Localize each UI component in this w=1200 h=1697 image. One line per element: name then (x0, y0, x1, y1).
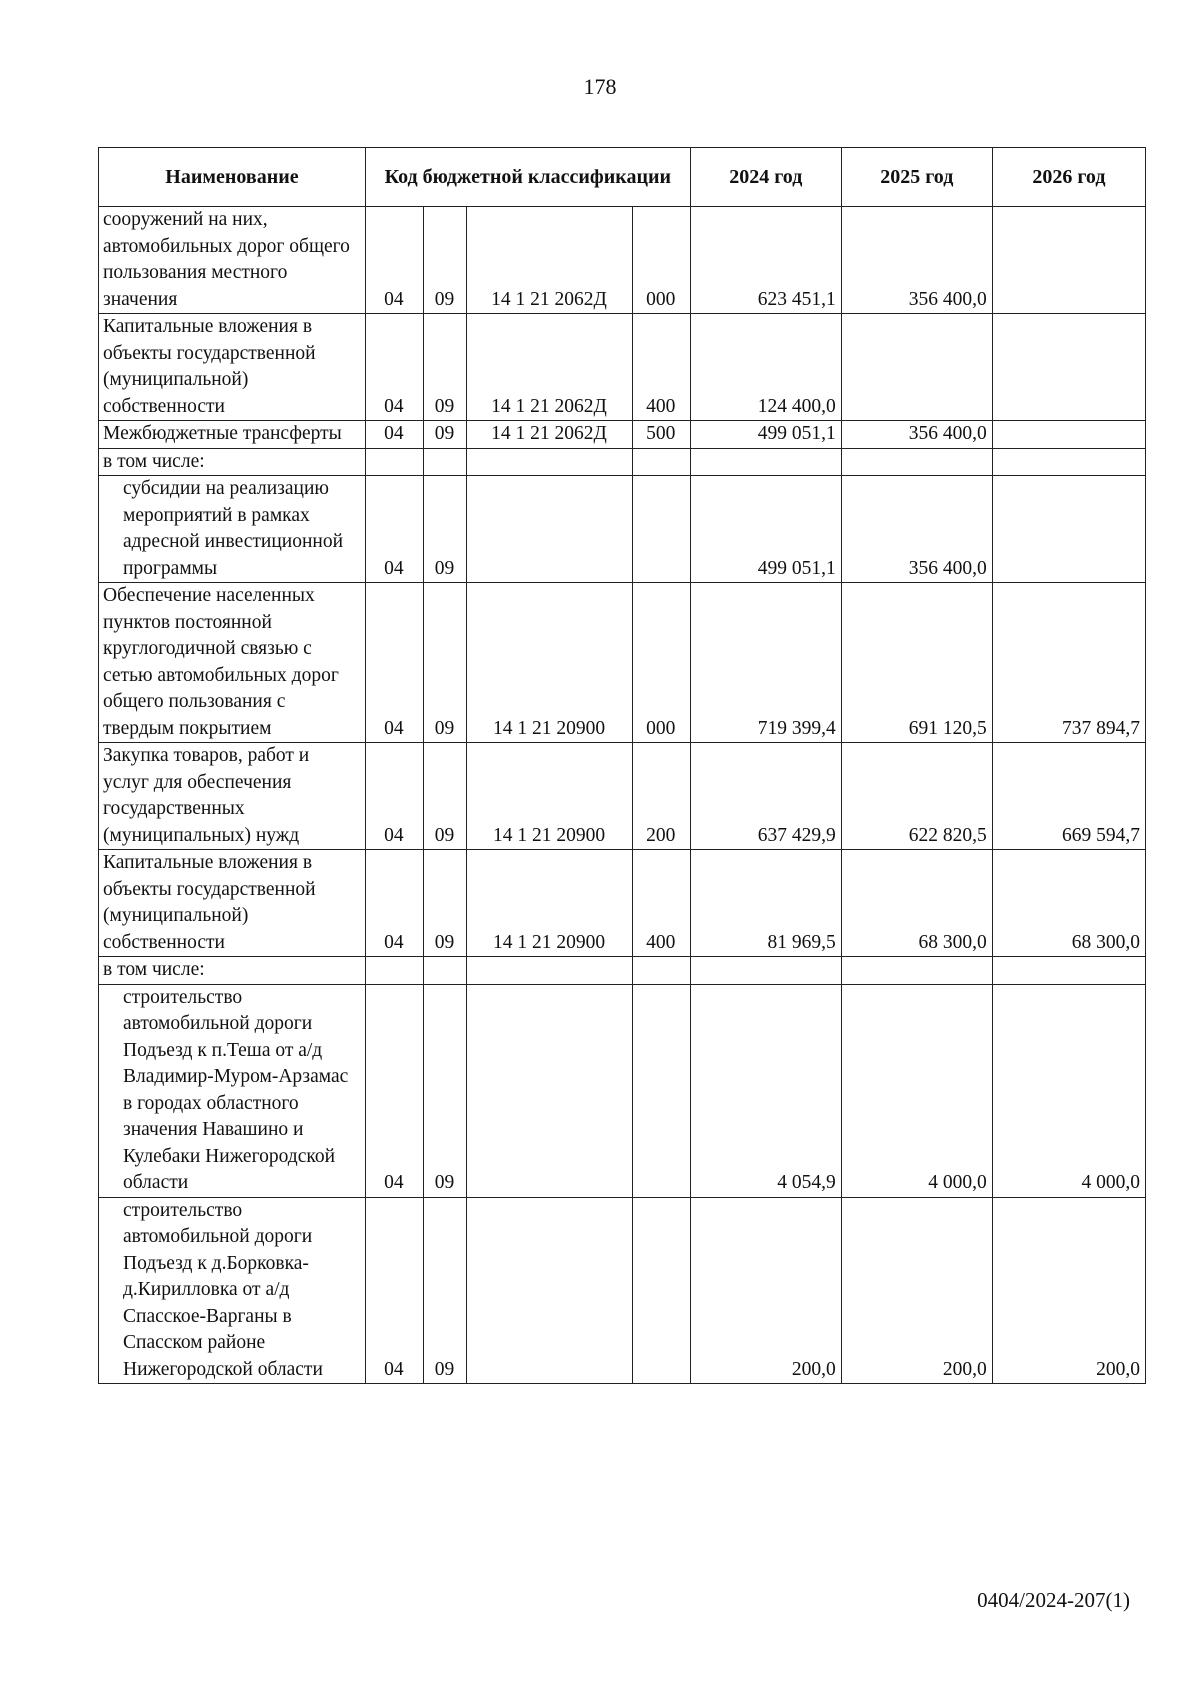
section-code: 04 (365, 207, 423, 314)
target-code (467, 957, 633, 985)
subsection-code: 09 (423, 850, 466, 957)
expense-code: 400 (632, 314, 690, 421)
subsection-code: 09 (423, 984, 466, 1197)
subsection-code: 09 (423, 207, 466, 314)
expense-code: 200 (632, 743, 690, 850)
document-number: 0404/2024-207(1) (977, 1588, 1130, 1612)
target-code (467, 476, 633, 583)
value-2025 (841, 448, 992, 476)
row-name: Межбюджетные трансферты (99, 421, 366, 449)
target-code (467, 448, 633, 476)
table-row (99, 448, 1146, 476)
target-code (467, 984, 633, 1197)
table-row (99, 957, 1146, 985)
value-2024: 623 451,1 (690, 207, 841, 314)
value-2025: 356 400,0 (841, 476, 992, 583)
table-row (99, 314, 1146, 421)
expense-code: 000 (632, 583, 690, 743)
value-2026 (992, 448, 1145, 476)
expense-code (632, 448, 690, 476)
target-code (467, 1197, 633, 1384)
value-2024: 200,0 (690, 1197, 841, 1384)
target-code: 14 1 21 20900 (467, 850, 633, 957)
value-2025 (841, 314, 992, 421)
table-row (99, 850, 1146, 957)
page-number: 178 (583, 74, 617, 99)
expense-code (632, 476, 690, 583)
target-code: 14 1 21 20900 (467, 583, 633, 743)
value-2025: 356 400,0 (841, 421, 992, 449)
value-2025: 68 300,0 (841, 850, 992, 957)
target-code: 14 1 21 2062Д (467, 421, 633, 449)
target-code: 14 1 21 2062Д (467, 207, 633, 314)
value-2026 (992, 421, 1145, 449)
row-name: строительство автомобильной дороги Подъезд к д.Борковка-д.Кирилловка от а/д Спасское-Варганы в Спасском районе Нижегородской области (99, 1197, 366, 1384)
section-code: 04 (365, 314, 423, 421)
subsection-code (423, 448, 466, 476)
value-2024: 4 054,9 (690, 984, 841, 1197)
expense-code (632, 984, 690, 1197)
table-row (99, 207, 1146, 314)
header-2024: 2024 год (690, 148, 841, 207)
value-2024: 499 051,1 (690, 476, 841, 583)
row-name: Обеспечение населенных пунктов постоянной круглогодичной связью с сетью автомобильных дорог общего пользования с твердым покрытием (99, 583, 366, 743)
row-name: сооружений на них, автомобильных дорог общего пользования местного значения (99, 207, 366, 314)
header-code: Код бюджетной классификации (365, 148, 690, 207)
row-name: субсидии на реализацию мероприятий в рамках адресной инвестиционной программы (99, 476, 366, 583)
subsection-code: 09 (423, 583, 466, 743)
value-2025: 200,0 (841, 1197, 992, 1384)
table-row (99, 1197, 1146, 1384)
header-2026: 2026 год (992, 148, 1145, 207)
section-code: 04 (365, 476, 423, 583)
value-2026 (992, 207, 1145, 314)
value-2025: 4 000,0 (841, 984, 992, 1197)
row-name: Закупка товаров, работ и услуг для обеспечения государственных (муниципальных) нужд (99, 743, 366, 850)
expense-code (632, 1197, 690, 1384)
section-code: 04 (365, 583, 423, 743)
table-row (99, 421, 1146, 449)
value-2024 (690, 448, 841, 476)
expense-code (632, 957, 690, 985)
value-2026: 4 000,0 (992, 984, 1145, 1197)
budget-table (98, 147, 1146, 1384)
value-2025: 691 120,5 (841, 583, 992, 743)
expense-code: 500 (632, 421, 690, 449)
expense-code: 000 (632, 207, 690, 314)
value-2025: 622 820,5 (841, 743, 992, 850)
value-2026 (992, 957, 1145, 985)
row-name: Капитальные вложения в объекты государственной (муниципальной) собственности (99, 850, 366, 957)
table-row (99, 476, 1146, 583)
section-code (365, 448, 423, 476)
subsection-code: 09 (423, 314, 466, 421)
value-2026: 68 300,0 (992, 850, 1145, 957)
value-2025: 356 400,0 (841, 207, 992, 314)
section-code (365, 957, 423, 985)
table-row (99, 583, 1146, 743)
value-2024: 81 969,5 (690, 850, 841, 957)
header-name: Наименование (99, 148, 366, 207)
table-row (99, 984, 1146, 1197)
target-code: 14 1 21 20900 (467, 743, 633, 850)
section-code: 04 (365, 421, 423, 449)
table-row (99, 743, 1146, 850)
value-2026: 737 894,7 (992, 583, 1145, 743)
row-name: в том числе: (99, 957, 366, 985)
target-code: 14 1 21 2062Д (467, 314, 633, 421)
subsection-code: 09 (423, 476, 466, 583)
value-2026: 200,0 (992, 1197, 1145, 1384)
value-2024: 499 051,1 (690, 421, 841, 449)
value-2026 (992, 314, 1145, 421)
value-2024: 124 400,0 (690, 314, 841, 421)
value-2024: 637 429,9 (690, 743, 841, 850)
row-name: Капитальные вложения в объекты государственной (муниципальной) собственности (99, 314, 366, 421)
section-code: 04 (365, 850, 423, 957)
value-2025 (841, 957, 992, 985)
section-code: 04 (365, 743, 423, 850)
value-2024 (690, 957, 841, 985)
expense-code: 400 (632, 850, 690, 957)
value-2024: 719 399,4 (690, 583, 841, 743)
value-2026: 669 594,7 (992, 743, 1145, 850)
row-name: в том числе: (99, 448, 366, 476)
header-row (99, 148, 1146, 207)
subsection-code: 09 (423, 743, 466, 850)
header-2025: 2025 год (841, 148, 992, 207)
row-name: строительство автомобильной дороги Подъезд к п.Теша от а/д Владимир-Муром-Арзамас в городах областного значения Навашино и Кулебаки Нижегородской области (99, 984, 366, 1197)
subsection-code: 09 (423, 1197, 466, 1384)
value-2026 (992, 476, 1145, 583)
subsection-code: 09 (423, 421, 466, 449)
section-code: 04 (365, 984, 423, 1197)
section-code: 04 (365, 1197, 423, 1384)
subsection-code (423, 957, 466, 985)
